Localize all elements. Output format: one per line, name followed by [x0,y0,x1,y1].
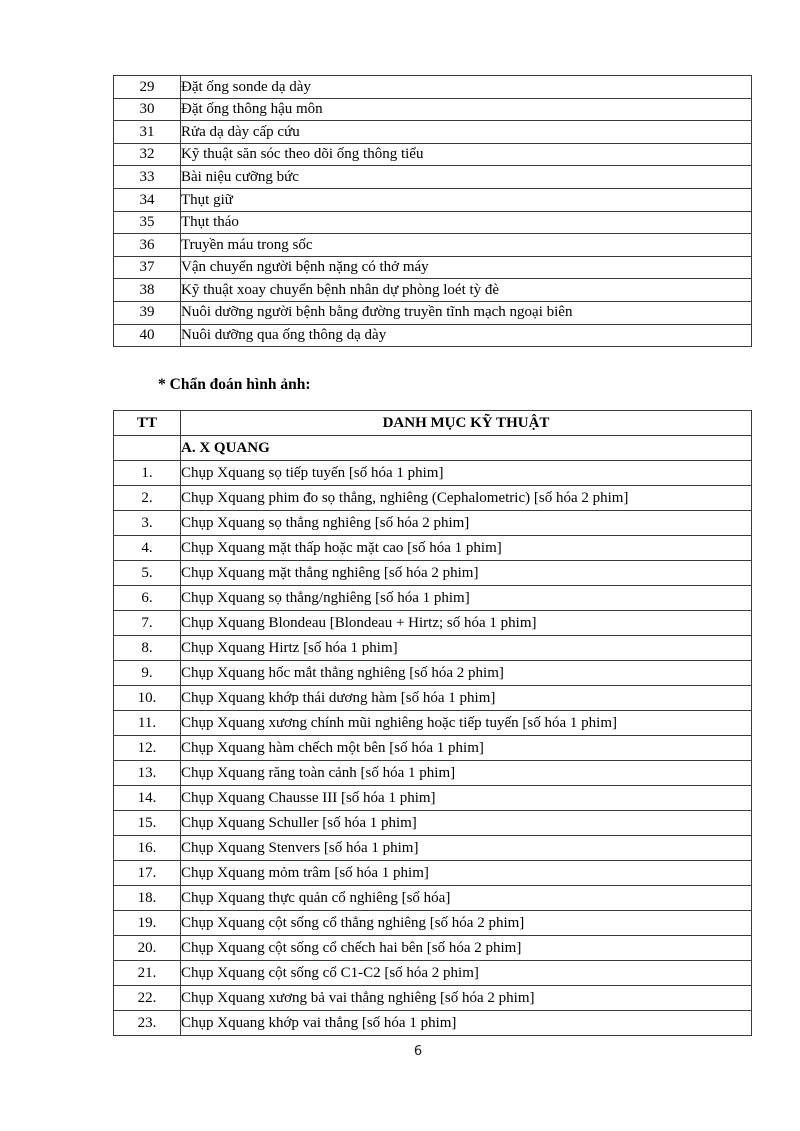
table-row [114,536,752,561]
row-label: Chụp Xquang xương bả vai thẳng nghiêng [số hóa 2 phim] [181,986,752,1011]
row-number: 21. [114,961,181,986]
row-label: Bài niệu cưỡng bức [181,166,752,189]
row-label: Chụp Xquang mỏm trâm [số hóa 1 phim] [181,861,752,886]
row-number: 4. [114,536,181,561]
row-number: 13. [114,761,181,786]
row-number: 34 [114,188,181,211]
table-row [114,711,752,736]
table-row [114,76,752,99]
table-row [114,486,752,511]
row-number: 37 [114,256,181,279]
table-row [114,986,752,1011]
table-row [114,461,752,486]
table-row [114,166,752,189]
table-row [114,861,752,886]
row-number: 38 [114,279,181,302]
table-row [114,886,752,911]
table-row [114,256,752,279]
section-label-x-quang: A. X QUANG [181,436,752,461]
column-header-danh-muc-ky-thuat: DANH MỤC KỸ THUẬT [181,411,752,436]
row-label: Chụp Xquang mặt thẳng nghiêng [số hóa 2 phim] [181,561,752,586]
row-label: Rửa dạ dày cấp cứu [181,121,752,144]
row-number: 7. [114,611,181,636]
row-number: 14. [114,786,181,811]
row-number: 35 [114,211,181,234]
column-header-tt: TT [114,411,181,436]
table-row [114,736,752,761]
table-row [114,661,752,686]
row-label: Truyền máu trong sốc [181,234,752,257]
table-row [114,836,752,861]
row-number: 12. [114,736,181,761]
table-row [114,586,752,611]
table-row [114,211,752,234]
table-row [114,98,752,121]
row-label: Nuôi dưỡng qua ống thông dạ dày [181,324,752,347]
row-label: Nuôi dưỡng người bệnh bằng đường truyền tĩnh mạch ngoại biên [181,301,752,324]
row-number: 22. [114,986,181,1011]
table-row [114,636,752,661]
row-label: Chụp Xquang Schuller [số hóa 1 phim] [181,811,752,836]
row-number: 29 [114,76,181,99]
row-label: Chụp Xquang cột sống cổ chếch hai bên [số hóa 2 phim] [181,936,752,961]
section-row [114,436,752,461]
table-row [114,811,752,836]
imaging-table-head [114,411,752,436]
header-row [114,411,752,436]
table-row [114,961,752,986]
row-number: 2. [114,486,181,511]
imaging-techniques-table [113,410,752,1036]
row-label: Chụp Xquang sọ thẳng nghiêng [số hóa 2 phim] [181,511,752,536]
row-label: Chụp Xquang thực quản cổ nghiêng [số hóa] [181,886,752,911]
page-number: 6 [413,1044,423,1059]
table-row [114,234,752,257]
row-number: 18. [114,886,181,911]
table-row [114,324,752,347]
row-label: Thụt tháo [181,211,752,234]
row-number: 19. [114,911,181,936]
row-number: 9. [114,661,181,686]
row-number: 5. [114,561,181,586]
row-label: Chụp Xquang cột sống cổ C1-C2 [số hóa 2 phim] [181,961,752,986]
imaging-section-heading: * Chẩn đoán hình ảnh: [158,376,311,393]
row-number: 30 [114,98,181,121]
row-label: Chụp Xquang sọ thẳng/nghiêng [số hóa 1 phim] [181,586,752,611]
table-row [114,143,752,166]
row-label: Kỹ thuật xoay chuyển bệnh nhân dự phòng loét tỳ đè [181,279,752,302]
row-number: 1. [114,461,181,486]
row-label: Chụp Xquang Stenvers [số hóa 1 phim] [181,836,752,861]
row-label: Chụp Xquang khớp vai thẳng [số hóa 1 phim] [181,1011,752,1036]
nursing-procedures-table [113,75,752,347]
table-row [114,911,752,936]
imaging-table-body [114,436,752,1036]
row-label: Chụp Xquang Hirtz [số hóa 1 phim] [181,636,752,661]
row-number: 31 [114,121,181,144]
row-label: Chụp Xquang phim đo sọ thẳng, nghiêng (Cephalometric) [số hóa 2 phim] [181,486,752,511]
row-label: Thụt giữ [181,188,752,211]
table-row [114,188,752,211]
row-number: 40 [114,324,181,347]
section-row-empty-cell [114,436,181,461]
row-label: Chụp Xquang Blondeau [Blondeau + Hirtz; số hóa 1 phim] [181,611,752,636]
row-number: 15. [114,811,181,836]
row-number: 10. [114,686,181,711]
row-label: Đặt ống thông hậu môn [181,98,752,121]
row-number: 20. [114,936,181,961]
row-number: 8. [114,636,181,661]
row-number: 3. [114,511,181,536]
row-label: Chụp Xquang hàm chếch một bên [số hóa 1 phim] [181,736,752,761]
table-row [114,611,752,636]
table-row [114,1011,752,1036]
table-row [114,786,752,811]
table-row [114,936,752,961]
row-number: 6. [114,586,181,611]
table-row [114,121,752,144]
row-number: 32 [114,143,181,166]
row-label: Chụp Xquang khớp thái dương hàm [số hóa 1 phim] [181,686,752,711]
row-number: 33 [114,166,181,189]
row-label: Chụp Xquang mặt thấp hoặc mặt cao [số hóa 1 phim] [181,536,752,561]
table-row [114,279,752,302]
row-label: Vận chuyển người bệnh nặng có thở máy [181,256,752,279]
row-label: Chụp Xquang sọ tiếp tuyến [số hóa 1 phim] [181,461,752,486]
row-label: Chụp Xquang cột sống cổ thẳng nghiêng [số hóa 2 phim] [181,911,752,936]
row-number: 23. [114,1011,181,1036]
row-number: 36 [114,234,181,257]
table-row [114,686,752,711]
table-row [114,511,752,536]
row-label: Đặt ống sonde dạ dày [181,76,752,99]
nursing-procedures-table-body [114,76,752,347]
row-label: Chụp Xquang xương chính mũi nghiêng hoặc tiếp tuyến [số hóa 1 phim] [181,711,752,736]
row-label: Chụp Xquang Chausse III [số hóa 1 phim] [181,786,752,811]
table-row [114,761,752,786]
row-number: 39 [114,301,181,324]
row-number: 16. [114,836,181,861]
table-row [114,301,752,324]
table-row [114,561,752,586]
row-label: Chụp Xquang hốc mắt thẳng nghiêng [số hóa 2 phim] [181,661,752,686]
row-number: 11. [114,711,181,736]
row-number: 17. [114,861,181,886]
row-label: Chụp Xquang răng toàn cảnh [số hóa 1 phim] [181,761,752,786]
row-label: Kỹ thuật săn sóc theo dõi ống thông tiểu [181,143,752,166]
